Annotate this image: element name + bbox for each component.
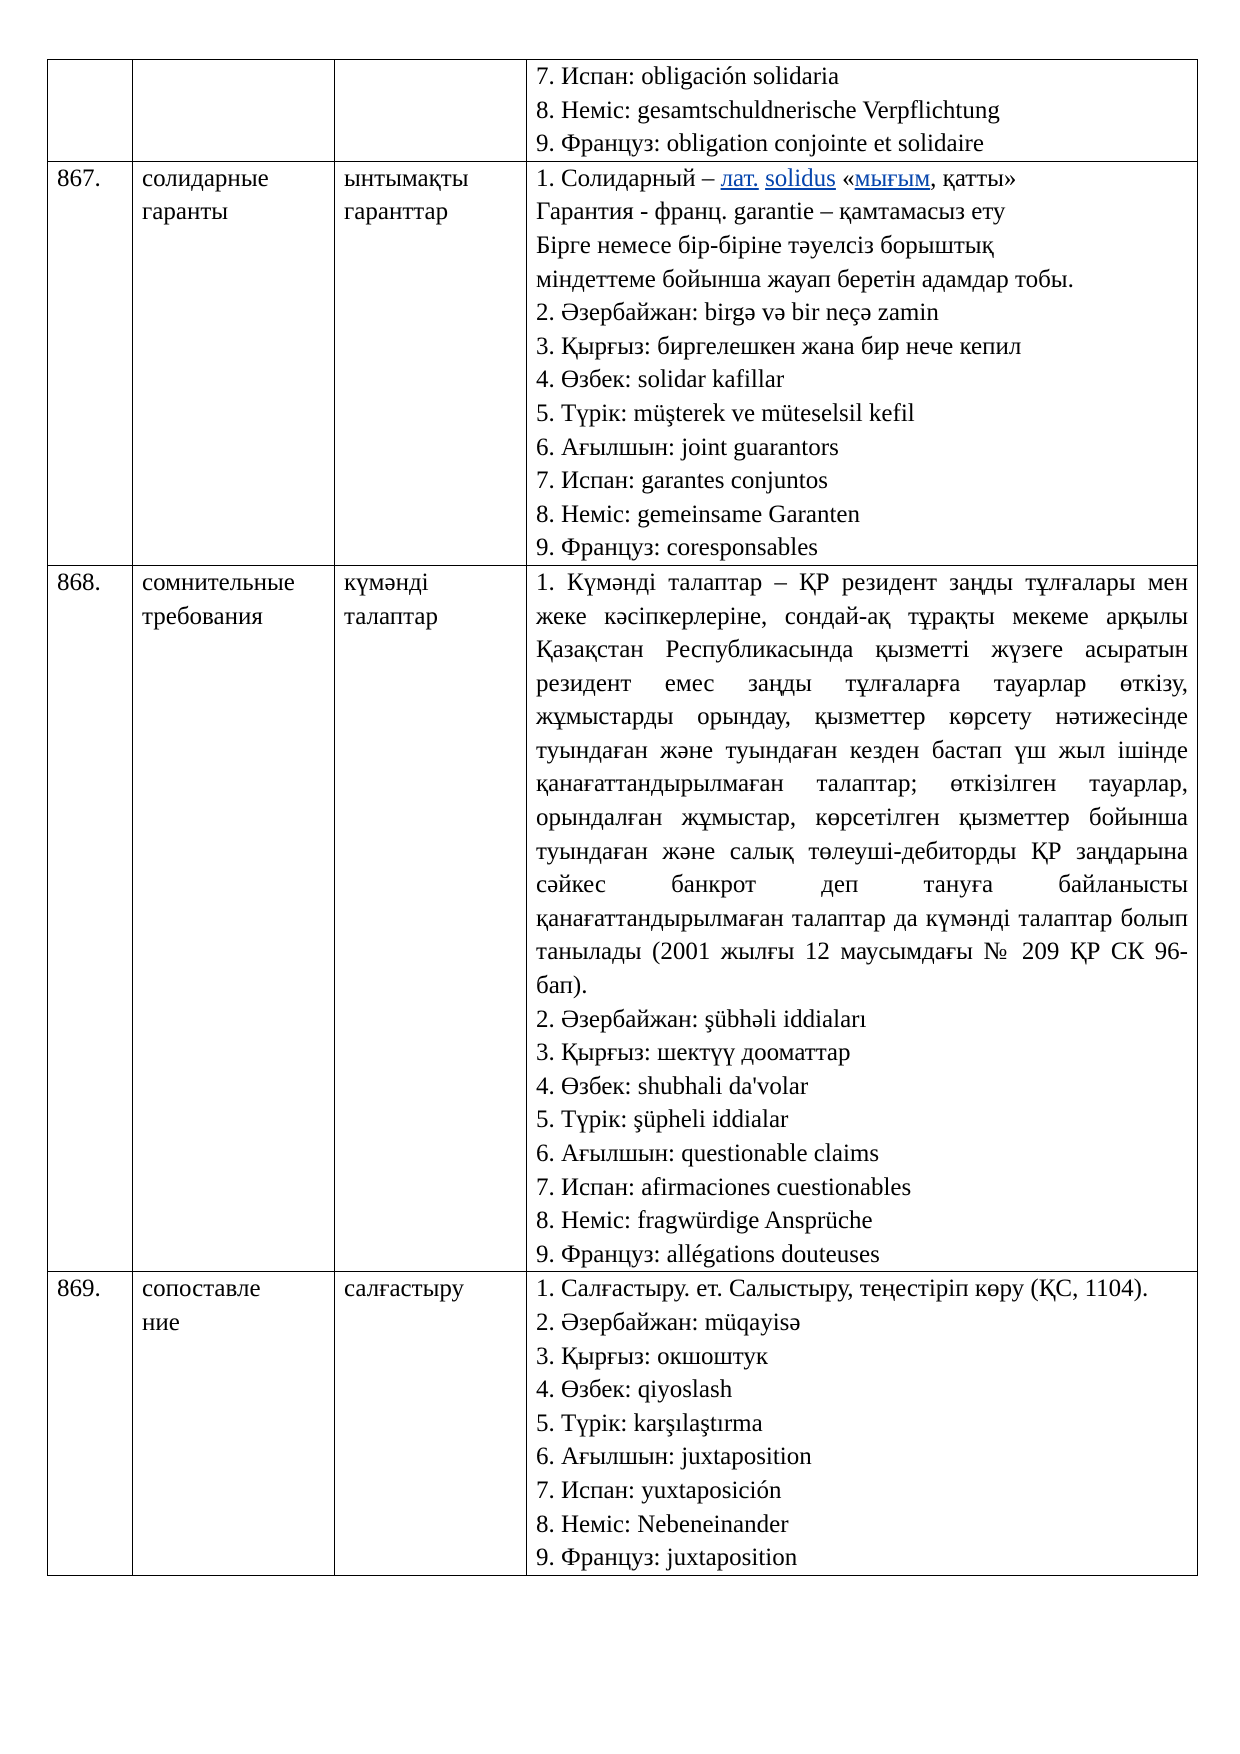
definition-text: 1. Солидарный –: [536, 164, 721, 192]
translation-line: 3. Қырғыз: окшоштук: [536, 1342, 768, 1370]
translation-line: 2. Әзербайжан: şübhəli iddiaları: [536, 1005, 867, 1033]
entry-number-cell: [48, 60, 133, 162]
russian-term-line: сомнительные: [142, 568, 295, 596]
translation-line: 5. Түрік: karşılaştırma: [536, 1409, 763, 1437]
translation-line: 5. Түрік: şüpheli iddialar: [536, 1106, 789, 1134]
translation-line: 5. Түрік: müşterek ve müteselsil kefil: [536, 399, 915, 427]
translation-line: 8. Неміс: fragwürdige Ansprüche: [536, 1207, 873, 1235]
definition-line: Гарантия - франц. garantie – қамтамасыз ету: [536, 198, 1006, 226]
definition-text: , қатты»: [930, 164, 1017, 192]
translation-line: 8. Неміс: gesamtschuldnerische Verpflichtung: [536, 96, 1000, 124]
russian-term-cell: [133, 1272, 335, 1575]
solidus-link[interactable]: solidus: [765, 164, 836, 192]
translation-line: 6. Ағылшын: joint guarantors: [536, 433, 839, 461]
kazakh-term-cell: [335, 161, 527, 565]
translation-line: 7. Испан: obligación solidaria: [536, 63, 840, 90]
definition-paragraph: 1. Салғастыру. ет. Салыстыру, теңестіріп көру (ҚС, 1104).: [536, 1275, 1149, 1303]
russian-term-line: требования: [142, 602, 263, 630]
kazakh-term-line: күмәнді: [344, 568, 429, 596]
kazakh-term-line: талаптар: [344, 602, 438, 630]
russian-term-cell: [133, 565, 335, 1271]
table-row: [48, 161, 1198, 565]
table-row: [48, 565, 1198, 1271]
kazakh-term-line: салғастыру: [344, 1275, 465, 1303]
russian-term-line: ние: [142, 1308, 180, 1336]
kazakh-term-cell: [335, 60, 527, 162]
definition-first-line: [536, 162, 1188, 196]
entry-number: 869.: [57, 1275, 101, 1303]
russian-term-cell: [133, 60, 335, 162]
kazakh-term-cell: [335, 1272, 527, 1575]
translation-line: 9. Француз: coresponsables: [536, 534, 819, 562]
translation-line: 9. Француз: juxtaposition: [536, 1544, 798, 1572]
definition-cell: [527, 1272, 1198, 1575]
mygym-link[interactable]: мығым: [854, 164, 931, 192]
kazakh-term-cell: [335, 565, 527, 1271]
entry-number-cell: [48, 161, 133, 565]
entry-number: 867.: [57, 164, 101, 192]
table-row: [48, 60, 1198, 162]
kazakh-term-line: ынтымақты: [344, 164, 469, 192]
translation-line: 9. Француз: obligation conjointe et solidaire: [536, 130, 984, 158]
translation-line: 4. Өзбек: qiyoslash: [536, 1376, 733, 1404]
translation-line: 3. Қырғыз: биргелешкен жана бир нече кепил: [536, 332, 1022, 360]
russian-term-cell: [133, 161, 335, 565]
translation-line: 8. Неміс: Nebeneinander: [536, 1510, 789, 1538]
entry-number: 868.: [57, 568, 101, 596]
translation-line: 7. Испан: yuxtaposición: [536, 1476, 782, 1504]
definition-paragraph: 1. Күмәнді талаптар – ҚР резидент заңды тұлғалары мен жеке кәсіпкерлеріне, сондай-ақ тұрақты мекеме арқылы Қазақстан Республикасында қызметті жүзеге асыратын резидент емес заңды тұлғаларға тауарлар өткізу, жұмыстарды орындау, қызметтер көрсету нәтижесінде туындаған және туындаған кезден бастап үш жыл ішінде қанағаттандырылмаған талаптар; өткізілген тауарлар, орындалған жұмыстар, көрсетілген қызметтер бойынша туындаған және салық төлеуші-дебиторды ҚР заңдарына сәйкес банкрот деп тануға байланысты қанағаттандырылмаған талаптар да күмәнді талаптар болып танылады (2001 жылғы 12 маусымдағы № 209 ҚР СК 96-бап).: [536, 568, 1188, 1000]
translation-line: 9. Француз: allégations douteuses: [536, 1240, 880, 1268]
russian-term-line: сопоставле: [142, 1275, 261, 1303]
translation-line: 6. Ағылшын: questionable claims: [536, 1140, 880, 1167]
definition-cell: [527, 565, 1198, 1271]
definition-cell: [527, 60, 1198, 162]
kazakh-term-line: гаранттар: [344, 198, 449, 226]
translation-line: 7. Испан: afirmaciones cuestionables: [536, 1173, 912, 1201]
entry-number-cell: [48, 565, 133, 1271]
definition-text: «: [835, 164, 855, 192]
glossary-table: [47, 59, 1198, 1576]
russian-term-line: гаранты: [142, 198, 229, 226]
translation-line: 8. Неміс: gemeinsame Garanten: [536, 500, 861, 528]
russian-term-line: солидарные: [142, 164, 269, 192]
translation-line: 4. Өзбек: solidar kafillar: [536, 366, 785, 394]
translation-line: 3. Қырғыз: шектүү дооматтар: [536, 1039, 851, 1067]
latin-link[interactable]: лат.: [720, 164, 759, 192]
translation-line: 2. Әзербайжан: müqayisə: [536, 1308, 801, 1336]
translation-line: 4. Өзбек: shubhali da'volar: [536, 1072, 809, 1100]
translation-line: 2. Әзербайжан: birgə və bir neçə zamin: [536, 299, 939, 327]
translation-line: 7. Испан: garantes conjuntos: [536, 467, 828, 495]
translation-line: 6. Ағылшын: juxtaposition: [536, 1443, 812, 1471]
definition-line: Бірге немесе бір-біріне тәуелсіз борыштық: [536, 231, 994, 259]
definition-cell: [527, 161, 1198, 565]
table-row: [48, 1272, 1198, 1575]
definition-line: міндеттеме бойынша жауап беретін адамдар тобы.: [536, 265, 1074, 293]
entry-number-cell: [48, 1272, 133, 1575]
